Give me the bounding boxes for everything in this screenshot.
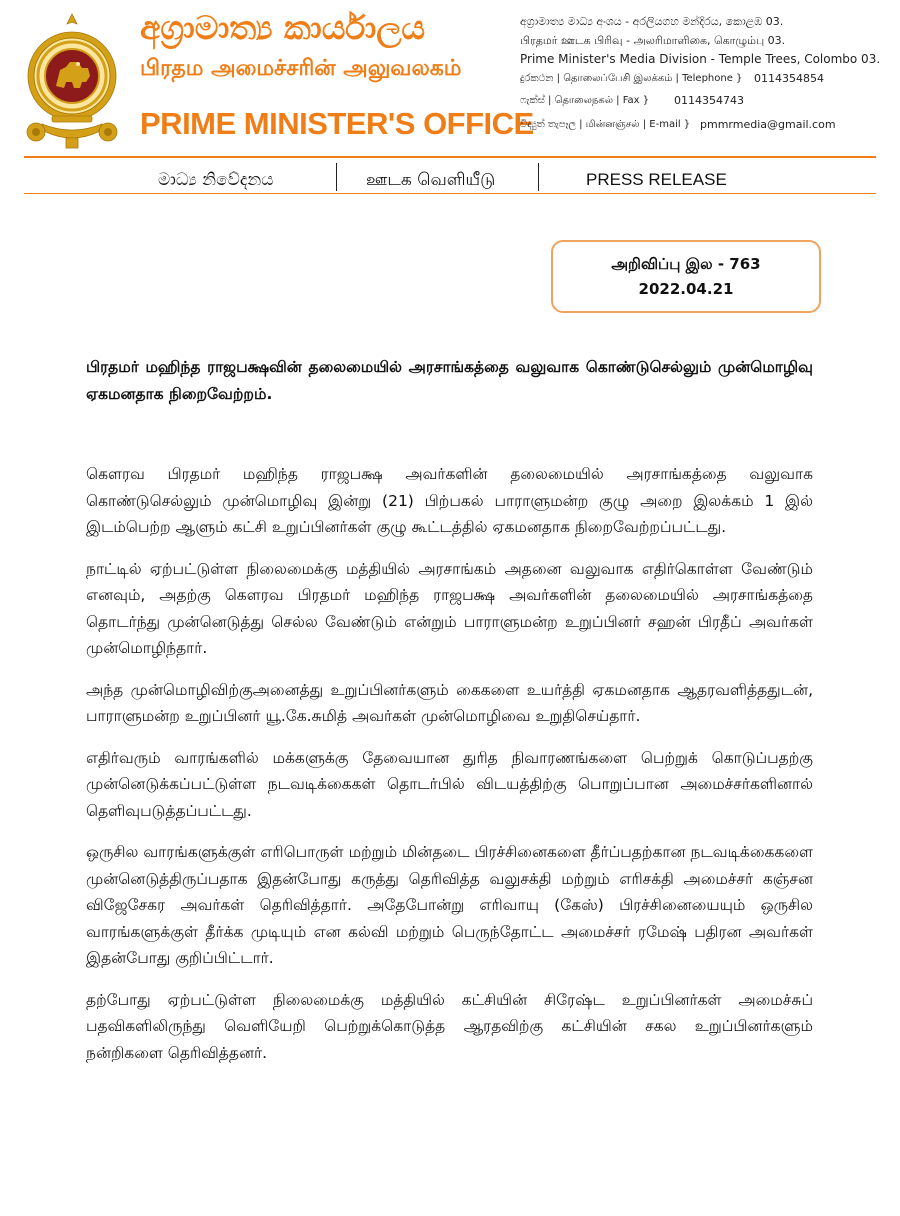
fax-number: 0114354743 xyxy=(674,94,744,107)
address-english: Prime Minister's Media Division - Temple Trees, Colombo 03. xyxy=(520,52,881,66)
address-sinhala: අග්‍රාමාත්‍ය මාධ්‍ය අංශය - අරලියගහ මන්දිරය, කොළඹ 03. xyxy=(520,15,784,28)
office-title-english: PRIME MINISTER'S OFFICE xyxy=(140,106,534,141)
paragraph: அந்த முன்மொழிவிற்குஅனைத்து உறுப்பினர்களும் கைகளை உயர்த்தி ஏகமனதாக ஆதரவளித்ததுடன், பாராளுமன்ற உறுப்பினர் யூ.கே.சுமித் அவர்கள் முன்மொழிவை உறுதிசெய்தார். xyxy=(86,680,813,725)
nav-divider xyxy=(24,193,876,194)
paragraph: எதிர்வரும் வாரங்களில் மக்களுக்கு தேவையான துரித நிவாரணங்களை பெற்றுக் கொடுப்பதற்கு முன்னெடுக்கப்பட்டுள்ள நடவடிக்கைகள் தொடர்பில் விடயத்திற்கு பொறுப்பான அமைச்சர்களினால் தெளிவுபடுத்தப்பட்டது. xyxy=(86,748,813,820)
nav-separator xyxy=(336,163,337,191)
email-address[interactable]: pmmrmedia@gmail.com xyxy=(700,118,836,131)
notice-box xyxy=(551,240,821,313)
fax-label: ෆැක්ස් | தொலைநகல் | Fax } xyxy=(520,95,650,106)
notice-date: 2022.04.21 xyxy=(638,280,734,298)
paragraph: ஒருசில வாரங்களுக்குள் எரிபொருள் மற்றும் மின்தடை பிரச்சினைகளை தீர்ப்பதற்கான நடவடிக்கைகளை முன்னெடுத்திருப்பதாக இதன்போது கருத்து தெரிவித்த வலுசக்தி மற்றும் எரிசக்தி அமைச்சர் கஞ்சன விஜேசேகர அவர்கள் தெரிவித்தார். அதேபோன்று எரிவாயு (கேஸ்) பிரச்சினையையும் ஒருசில வாரங்களுக்குள் தீர்க்க முடியும் என கல்வி மற்றும் பெருந்தோட்ட அமைச்சர் ரமேஷ் பதிரன அவர்கள் இதன்போது குறிப்பிட்டார். xyxy=(86,843,813,967)
telephone-label: දුරකථන | தொலைப்பேசி இலக்கம் | Telephone } xyxy=(520,73,743,84)
office-title-tamil: பிரதம அமைச்சரின் அலுவலகம் xyxy=(140,56,462,81)
address-tamil: பிரதமர் ஊடக பிரிவு - அலரிமாளிகை, கொழும்பு 03. xyxy=(520,34,786,47)
press-release-headline: பிரதமர் மஹிந்த ராஜபக்ஷவின் தலைமையில் அரசாங்கத்தை வலுவாக கொண்டுசெல்லும் முன்மொழிவு ஏகமனதாக நிறைவேற்றம். xyxy=(86,358,813,403)
sri-lanka-emblem-icon xyxy=(22,12,122,152)
paragraph: தற்போது ஏற்பட்டுள்ள நிலைமைக்கு மத்தியில் கட்சியின் சிரேஷ்ட உறுப்பினர்கள் அமைச்சுப் பதவிகளிலிருந்து வெளியேறி பெற்றுக்கொடுத்த ஆரதவிற்கு கட்சியின் சகல உறுப்பினர்களும் நன்றிகளை தெரிவித்தனர். xyxy=(86,990,813,1062)
release-type-bar xyxy=(24,160,876,192)
release-type-sinhala: මාධ්‍ය නිවේදනය xyxy=(158,170,274,190)
release-type-tamil: ஊடக வெளியீடு xyxy=(366,170,496,190)
contact-block xyxy=(520,12,890,139)
paragraph: கௌரவ பிரதமர் மஹிந்த ராஜபக்ஷ அவர்களின் தலைமையில் அரசாங்கத்தை வலுவாக கொண்டுசெல்லும் முன்மொழிவு இன்று (21) பிற்பகல் பாராளுமன்ற குழு அறை இலக்கம் 1 இல் இடம்பெற்ற ஆளும் கட்சி உறுப்பினர்கள் குழு கூட்டத்தில் ஏகமனதாக நிறைவேற்றப்பட்டது. xyxy=(86,465,813,536)
release-type-english: PRESS RELEASE xyxy=(586,170,727,189)
email-label: විද්‍යුත් තැපෑල | மின்னஞ்சல் | E-mail } xyxy=(520,119,691,130)
header-divider xyxy=(24,156,876,158)
press-release-body xyxy=(86,461,813,1081)
nav-separator xyxy=(538,163,539,191)
notice-number: அறிவிப்பு இல - 763 xyxy=(611,255,761,273)
paragraph: நாட்டில் ஏற்பட்டுள்ள நிலைமைக்கு மத்தியில் அரசாங்கம் அதனை வலுவாக எதிர்கொள்ள வேண்டும் எனவும், அதற்கு கௌரவ பிரதமர் மஹிந்த ராஜபக்ஷ அவர்களின் தலைமையில் அரசாங்கத்தை தொடர்ந்து முன்னெடுத்து செல்ல வேண்டும் என்றும் பாராளுமன்ற உறுப்பினர் சஹன் பிரதீப் அவர்கள் முன்மொழிந்தார். xyxy=(86,559,813,657)
telephone-number: 0114354854 xyxy=(754,72,824,85)
office-title-sinhala: අග්‍රාමාත්‍ය කාර්යාලය xyxy=(140,8,426,47)
